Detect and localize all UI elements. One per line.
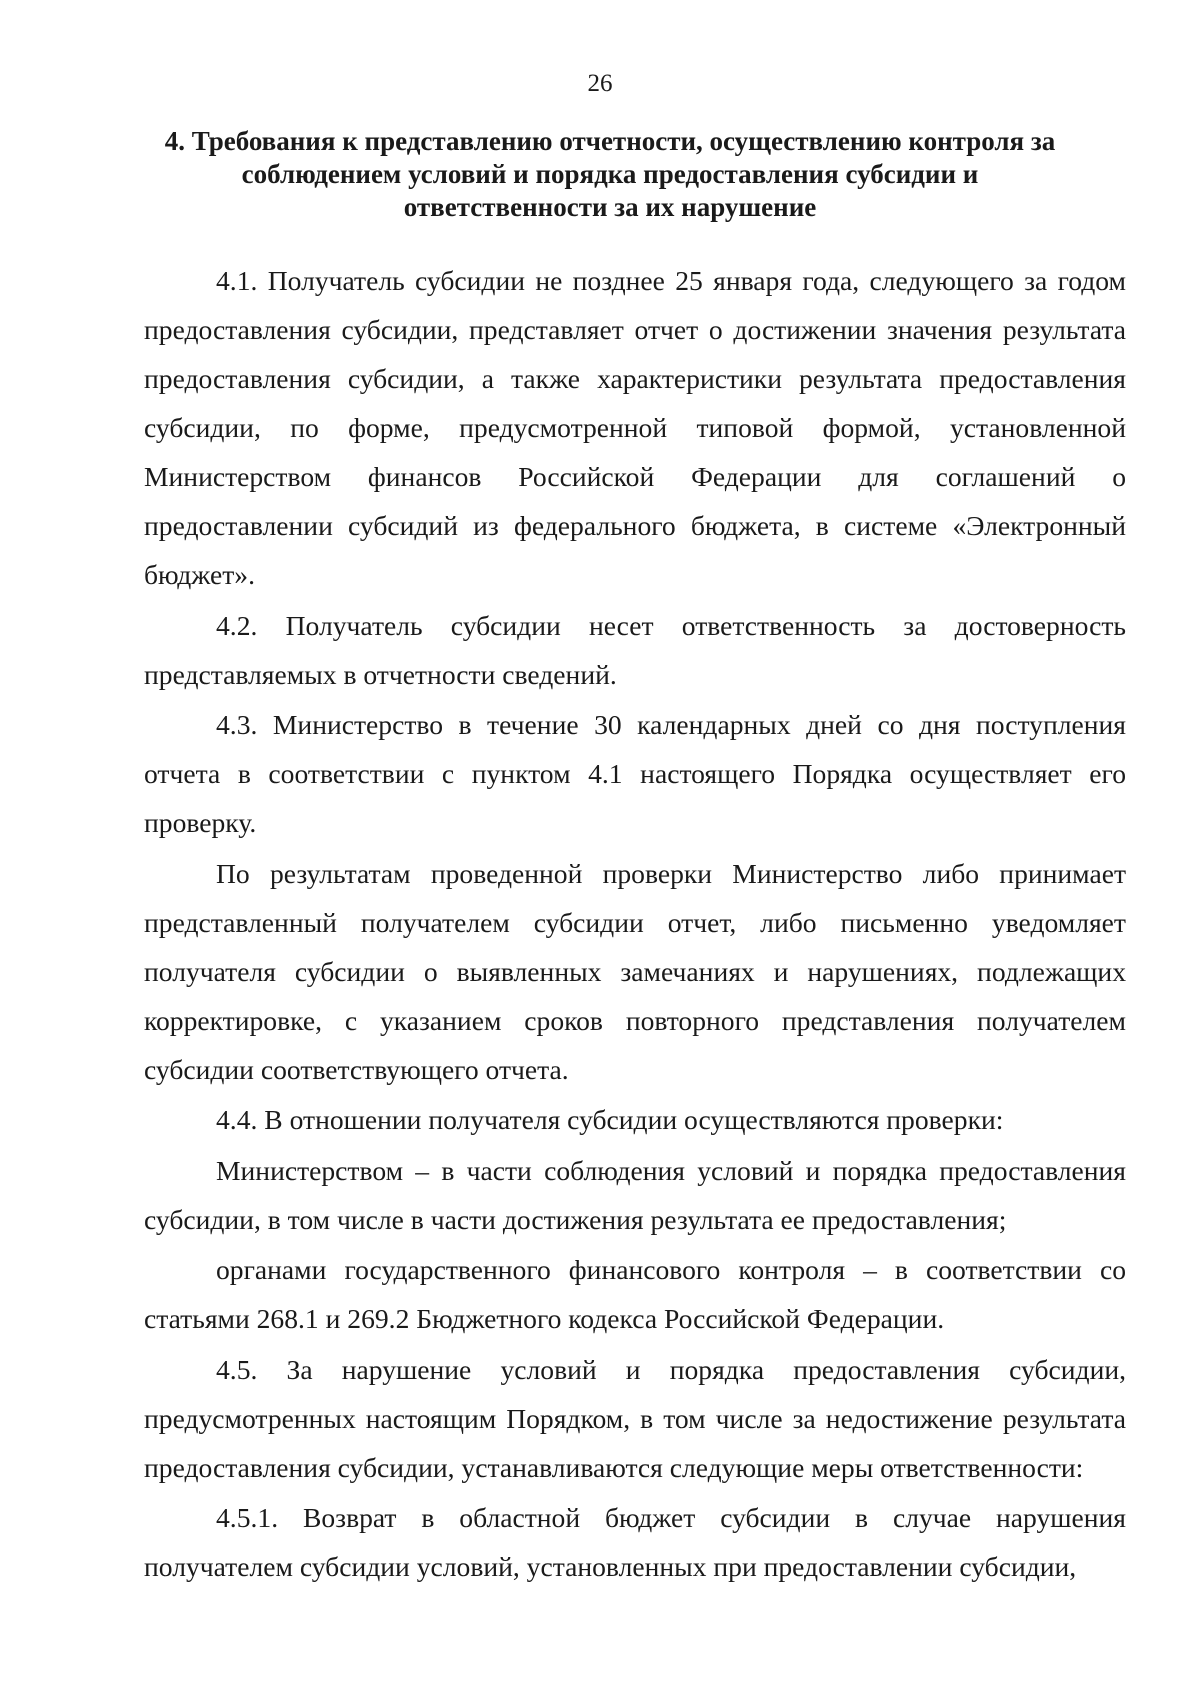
paragraph-4-4-control-bodies: органами государственного финансового контроля – в соответствии со статьями 268.1 и 269.2 Бюджетного кодекса Российской Федерации. [144, 1254, 1126, 1334]
paragraph-4-5-1: 4.5.1. Возврат в областной бюджет субсидии в случае нарушения получателем субсидии условий, установленных при предоставлении субсидии, [144, 1502, 1126, 1582]
paragraph-4-4-ministry: Министерством – в части соблюдения условий и порядка предоставления субсидии, в том числе в части достижения результата ее предоставления; [144, 1154, 1126, 1235]
paragraph-4-1: 4.1. Получатель субсидии не позднее 25 января года, следующего за годом предоставления субсидии, представляет отчет о достижении значения результата предоставления субсидии, а также характеристики результата предоставления субсидии, по форме, предусмотренной типовой формой, установленной Министерством финансов Российской Федерации для соглашений о предоставлении субсидий из федерального бюджета, в системе «Электронный бюджет». [144, 265, 1126, 590]
paragraph-4-5: 4.5. За нарушение условий и порядка предоставления субсидии, предусмотренных настоящим Порядком, в том числе за недостижение результата предоставления субсидии, устанавливаются следующие меры ответственности: [144, 1353, 1126, 1483]
paragraph-4-3-result: По результатам проведенной проверки Министерство либо принимает представленный получателем субсидии отчет, либо письменно уведомляет получателя субсидии о выявленных замечаниях и нарушениях, подлежащих корректировке, с указанием сроков повторного представления получателем субсидии соответствующего отчета. [144, 857, 1126, 1085]
paragraph-4-4: 4.4. В отношении получателя субсидии осуществляются проверки: [216, 1104, 1004, 1135]
page-number: 26 [587, 70, 613, 97]
paragraph-4-2: 4.2. Получатель субсидии несет ответственность за достоверность представляемых в отчетности сведений. [144, 609, 1126, 690]
section-title: 4. Требования к представлению отчетности, осуществлению контроля за соблюдением условий и порядка предоставления субсидии и ответственности за их нарушение [164, 126, 1056, 222]
body-text [144, 256, 1126, 1593]
paragraph-4-3: 4.3. Министерство в течение 30 календарных дней со дня поступления отчета в соответствии с пунктом 4.1 настоящего Порядка осуществляет его проверку. [144, 709, 1126, 838]
